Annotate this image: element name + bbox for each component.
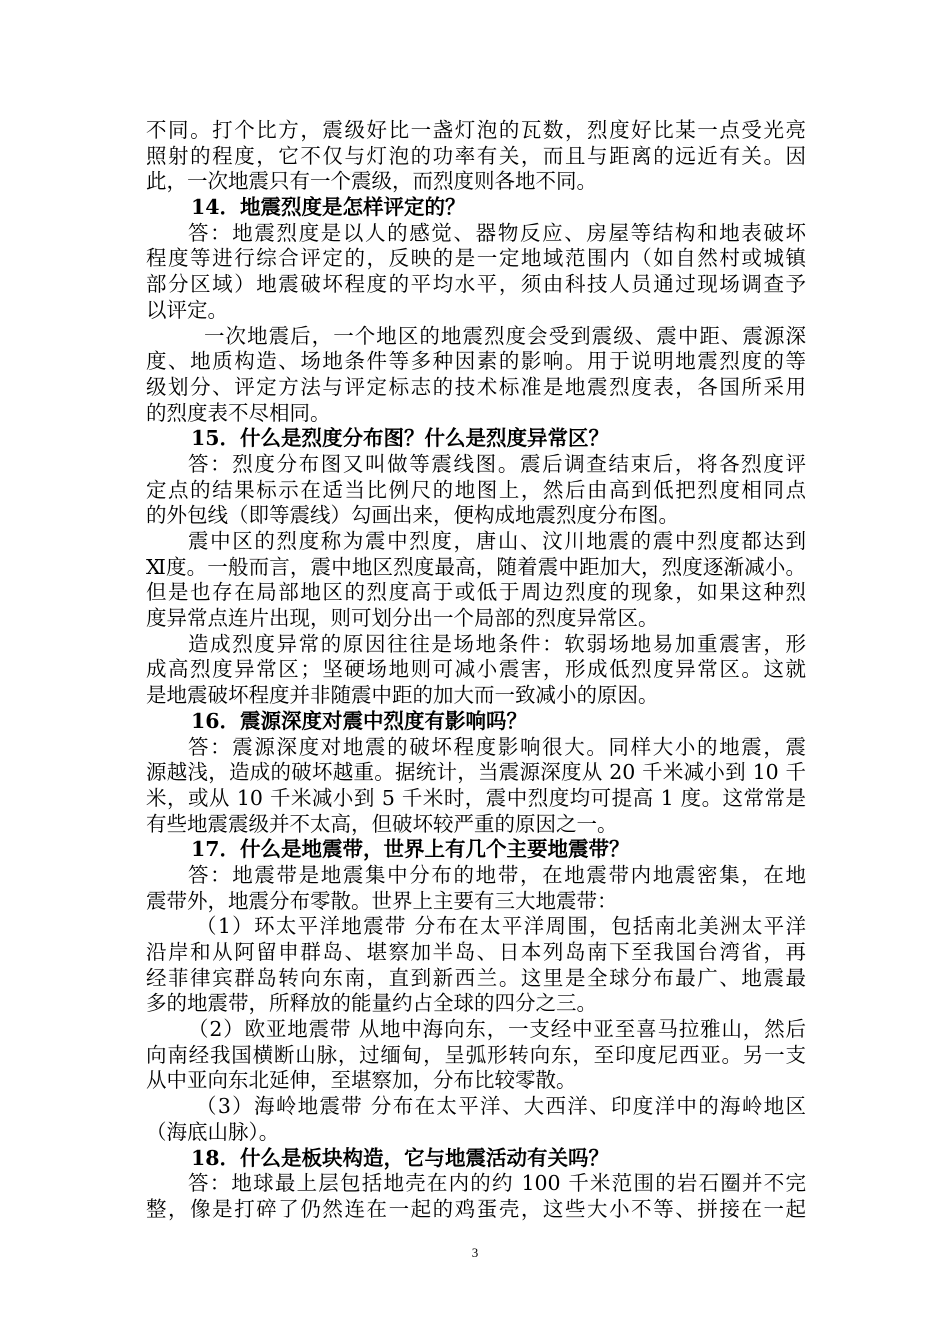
paragraph-line: 从中亚向东北延伸，至堪察加，分布比较零散。	[146, 1068, 577, 1093]
paragraph-line: 震中区的烈度称为震中烈度，唐山、汶川地震的震中烈度都达到	[188, 529, 806, 553]
question-heading: 15．什么是烈度分布图？什么是烈度异常区？	[191, 426, 610, 451]
paragraph-line: 度、地质构造、场地条件等多种因素的影响。用于说明地震烈度的等	[146, 349, 806, 374]
paragraph-line: （1）环太平洋地震带 分布在太平洋周围，包括南北美洲太平洋	[196, 914, 806, 939]
paragraph-line: 多的地震带，所释放的能量约占全球的四分之三。	[146, 991, 597, 1016]
paragraph-line: 整，像是打碎了仍然连在一起的鸡蛋壳，这些大小不等、拼接在一起	[146, 1196, 806, 1221]
paragraph-line: 度异常点连片出现，则可划分出一个局部的烈度异常区。	[146, 606, 659, 631]
paragraph-line: 此，一次地震只有一个震级，而烈度则各地不同。	[146, 169, 597, 194]
paragraph-line: 的烈度表不尽相同。	[146, 400, 331, 425]
paragraph-line: 不同。打个比方，震级好比一盏灯泡的瓦数，烈度好比某一点受光亮	[146, 118, 806, 142]
paragraph-line: 以评定。	[146, 297, 228, 322]
paragraph-line: 但是也存在局部地区的烈度高于或低于周边烈度的现象，如果这种烈	[146, 580, 806, 605]
paragraph-line: 米，或从 10 千米减小到 5 千米时，震中烈度均可提高 1 度。这常常是	[146, 785, 806, 810]
paragraph-line: 一次地震后，一个地区的地震烈度会受到震级、震中距、震源深	[204, 323, 806, 348]
paragraph-line: 答：地震带是地震集中分布的地带，在地震带内地震密集，在地	[188, 862, 806, 887]
paragraph-line: 是地震破坏程度并非随震中距的加大而一致减小的原因。	[146, 683, 659, 708]
paragraph-line: 答：地震烈度是以人的感觉、器物反应、房屋等结构和地表破坏	[188, 220, 806, 245]
question-heading: 14．地震烈度是怎样评定的？	[191, 195, 466, 220]
paragraph-line: （2）欧亚地震带 从地中海向东，一支经中亚至喜马拉雅山，然后	[188, 1017, 806, 1042]
paragraph-line: （3）海岭地震带 分布在太平洋、大西洋、印度洋中的海岭地区	[196, 1094, 806, 1119]
paragraph-line: 答：震源深度对地震的破坏程度影响很大。同样大小的地震，震	[188, 734, 806, 759]
paragraph-line: 经菲律宾群岛转向东南，直到新西兰。这里是全球分布最广、地震最	[146, 965, 806, 990]
paragraph-line: 造成烈度异常的原因往往是场地条件：软弱场地易加重震害，形	[188, 631, 806, 656]
paragraph-line: 级划分、评定方法与评定标志的技术标准是地震烈度表，各国所采用	[146, 374, 806, 399]
paragraph-line: 照射的程度，它不仅与灯泡的功率有关，而且与距离的远近有关。因	[146, 143, 806, 168]
paragraph-line: 沿岸和从阿留申群岛、堪察加半岛、日本列岛南下至我国台湾省，再	[146, 940, 806, 964]
paragraph-line: 源越浅，造成的破坏越重。据统计，当震源深度从 20 千米减小到 10 千	[146, 760, 806, 785]
paragraph-line: 有些地震震级并不太高，但破坏较严重的原因之一。	[146, 811, 618, 836]
paragraph-line: 震带外，地震分布零散。世界上主要有三大地震带：	[146, 888, 618, 913]
paragraph-line: （海底山脉）。	[146, 1119, 280, 1144]
paragraph-line: Ⅺ度。一般而言，震中地区烈度最高，随着震中距加大，烈度逐渐减小。	[146, 554, 806, 579]
paragraph-line: 答：地球最上层包括地壳在内的约 100 千米范围的岩石圈并不完	[188, 1171, 806, 1196]
page-number: 3	[471, 1245, 479, 1260]
question-heading: 18．什么是板块构造，它与地震活动有关吗？	[191, 1145, 610, 1170]
paragraph-line: 定点的结果标示在适当比例尺的地图上，然后由高到低把烈度相同点	[146, 477, 806, 502]
question-heading: 17．什么是地震带，世界上有几个主要地震带？	[191, 837, 630, 862]
paragraph-line: 答：烈度分布图又叫做等震线图。震后调查结束后，将各烈度评	[188, 451, 806, 476]
question-heading: 16．震源深度对震中烈度有影响吗？	[191, 708, 528, 733]
paragraph-line: 的外包线（即等震线）勾画出来，便构成地震烈度分布图。	[146, 503, 679, 528]
document-body	[146, 118, 806, 1223]
paragraph-line: 程度等进行综合评定的，反映的是一定地域范围内（如自然村或城镇	[146, 246, 806, 271]
paragraph-line: 部分区域）地震破坏程度的平均水平，须由科技人员通过现场调查予	[146, 272, 806, 297]
paragraph-line: 向南经我国横断山脉，过缅甸，呈弧形转向东，至印度尼西亚。另一支	[146, 1042, 806, 1067]
paragraph-line: 成高烈度异常区；坚硬场地则可减小震害，形成低烈度异常区。这就	[146, 657, 806, 682]
